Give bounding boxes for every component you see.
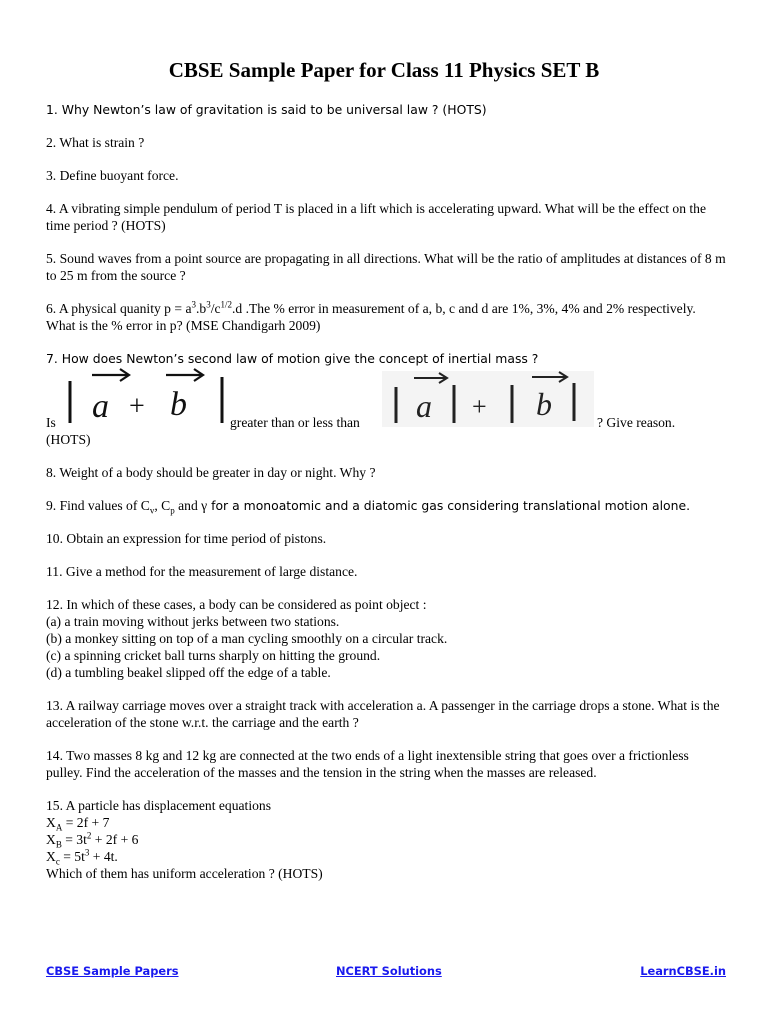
question-7-text: 7. How does Newton’s second law of motion give the concept of inertial mass ?: [46, 351, 539, 366]
q12-option-a: (a) a train moving without jerks between two stations.: [46, 614, 340, 629]
q15-xb-sup: 2: [86, 830, 92, 841]
question-4: [46, 200, 726, 234]
vec1-a: a: [92, 388, 109, 425]
question-4-text: 4. A vibrating simple pendulum of period T is placed in a lift which is accelerating upward. What will be the effect on the time period ? (HOTS): [46, 201, 707, 233]
q9-sub-v: v: [149, 505, 155, 516]
question-6-text: [46, 300, 726, 334]
question-15-stem: 15. A particle has displacement equations: [46, 798, 271, 813]
question-8: [46, 464, 726, 481]
q9-part-d: for a monoatomic and a diatomic gas considering translational motion alone.: [207, 498, 691, 513]
question-1-text: 1. Why Newton’s law of gravitation is said to be universal law ? (HOTS): [46, 102, 487, 117]
vec1-plus: +: [129, 391, 145, 422]
question-10: [46, 530, 726, 547]
question-7-vectors: [46, 367, 726, 431]
page-footer: [46, 964, 726, 980]
question-3-text: 3. Define buoyant force.: [46, 168, 179, 183]
q12-option-c: (c) a spinning cricket ball turns sharply on hitting the ground.: [46, 648, 381, 663]
q15-xc-sup: 3: [84, 847, 90, 858]
q15-xc-eq1: = 5t: [59, 849, 85, 864]
question-1: [46, 101, 726, 118]
question-11: [46, 563, 726, 580]
q15-eq-xa: [46, 814, 726, 831]
q15-xc-sub: c: [55, 856, 60, 867]
question-14-text: 14. Two masses 8 kg and 12 kg are connected at the two ends of a light inextensible string that goes over a frictionless pulley. Find the acceleration of the masses and the tension in the string when the masses are released.: [46, 748, 689, 780]
q7-give-reason: ? Give reason.: [597, 415, 676, 430]
question-15: [46, 797, 726, 882]
question-2-text: 2. What is strain ?: [46, 135, 145, 150]
footer-link-ncert-solutions[interactable]: NCERT Solutions: [336, 964, 442, 978]
question-2: [46, 134, 726, 151]
q15-xb-sub: B: [55, 839, 62, 850]
q7-hots: (HOTS): [46, 432, 91, 447]
q7-is: Is: [46, 415, 56, 430]
question-15-last: Which of them has uniform acceleration ? (HOTS): [46, 866, 323, 881]
vector-sum-magnitude-image: [66, 367, 228, 425]
q12-option-d: (d) a tumbling beakel slipped off the edge of a table.: [46, 665, 331, 680]
question-14: [46, 747, 726, 781]
q6-part-c: /c: [210, 301, 221, 316]
q6-exp-a: 3: [191, 299, 196, 310]
q9-gamma: γ: [201, 498, 208, 513]
vec2-b: b: [536, 386, 552, 422]
question-12: [46, 596, 726, 681]
q15-eq-xc: [46, 848, 726, 865]
question-5: [46, 250, 726, 284]
question-7: [46, 350, 726, 448]
question-8-text: 8. Weight of a body should be greater in day or night. Why ?: [46, 465, 376, 480]
q15-xa-x: X: [46, 815, 56, 830]
q15-xa-sub: A: [55, 822, 63, 833]
q9-part-b: , C: [154, 498, 171, 513]
question-12-stem: 12. In which of these cases, a body can be considered as point object :: [46, 597, 427, 612]
q6-part-d: .d .The % error in measurement of a, b, c and d are 1%, 3%, 4% and 2% respectively. What is the % error in p? (MSE Chandigarh 2009): [46, 301, 696, 333]
question-9: [46, 497, 726, 514]
footer-link-cbse-sample-papers[interactable]: CBSE Sample Papers: [46, 964, 179, 978]
q7-comparison: greater than or less than: [230, 415, 360, 430]
q6-part-a: 6. A physical quanity p = a: [46, 301, 192, 316]
sum-of-magnitudes-image: [382, 371, 594, 427]
question-13: [46, 697, 726, 731]
q15-xb-x: X: [46, 832, 56, 847]
question-3: [46, 167, 726, 184]
question-13-text: 13. A railway carriage moves over a straight track with acceleration a. A passenger in the carriage drops a stone. What is the acceleration of the stone w.r.t. the carriage and the earth ?: [46, 698, 720, 730]
question-11-text: 11. Give a method for the measurement of large distance.: [46, 564, 358, 579]
q15-xb-eq1: = 3t: [61, 832, 87, 847]
vec2-a: a: [416, 388, 432, 424]
question-5-text: 5. Sound waves from a point source are propagating in all directions. What will be the ratio of amplitudes at distances of 8 m to 25 m from the source ?: [46, 251, 726, 283]
page-title: CBSE Sample Paper for Class 11 Physics SET B: [168, 58, 600, 82]
footer-link-learncbse[interactable]: LearnCBSE.in: [640, 964, 726, 978]
q9-part-a: 9. Find values of C: [46, 498, 150, 513]
q15-xb-eq2: + 2f + 6: [91, 832, 139, 847]
q15-eq-xb: [46, 831, 726, 848]
q6-exp-b: 3: [206, 299, 211, 310]
q6-part-b: .b: [195, 301, 207, 316]
q6-exp-c: 1/2: [220, 299, 233, 310]
q15-xc-eq2: + 4t.: [89, 849, 118, 864]
vec2-plus: +: [472, 392, 487, 421]
question-10-text: 10. Obtain an expression for time period of pistons.: [46, 531, 327, 546]
q9-part-c: and: [174, 498, 202, 513]
question-6: [46, 300, 726, 334]
q15-xa-eq: = 2f + 7: [62, 815, 110, 830]
q12-option-b: (b) a monkey sitting on top of a man cycling smoothly on a circular track.: [46, 631, 448, 646]
vec1-b: b: [170, 386, 187, 423]
question-9-text: [46, 497, 726, 514]
q9-sub-p: p: [170, 505, 175, 516]
q15-xc-x: X: [46, 849, 56, 864]
question-list: [46, 101, 726, 898]
